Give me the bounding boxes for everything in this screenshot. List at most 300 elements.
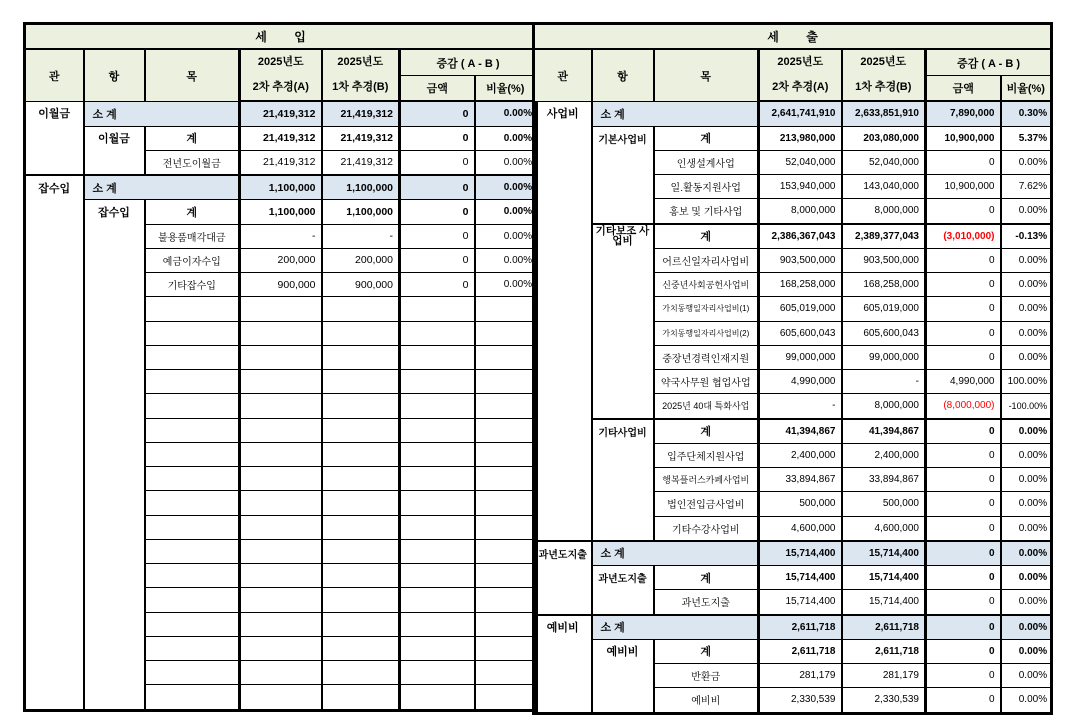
col-header-1st-budget xyxy=(322,49,400,101)
cell-mok: 예비비 xyxy=(654,688,759,713)
col-header-ratio: 비율(%) xyxy=(1001,75,1052,101)
cell-diff xyxy=(400,564,475,588)
cell-diff xyxy=(400,345,475,369)
cell-diff: 0 xyxy=(926,615,1001,640)
table-row xyxy=(25,101,537,126)
cell-a xyxy=(240,685,322,710)
cell-a xyxy=(240,515,322,539)
hang-label: 기본사업비 xyxy=(598,134,647,146)
cell-a xyxy=(240,442,322,466)
cell-b xyxy=(322,588,400,612)
cell-b: 21,419,312 xyxy=(322,101,400,126)
cell-diff: 0 xyxy=(400,248,475,272)
cell-diff: 0 xyxy=(400,224,475,248)
cell-diff: 0 xyxy=(926,566,1001,590)
table-row xyxy=(534,639,1052,663)
cell-ratio xyxy=(475,418,537,442)
cell-b: 903,500,000 xyxy=(842,248,926,272)
cell-diff: 0 xyxy=(400,273,475,297)
cell-gwan xyxy=(25,101,84,175)
cell-b: 15,714,400 xyxy=(842,590,926,615)
cell-b: 2,389,377,043 xyxy=(842,224,926,249)
cell-b: 2,611,718 xyxy=(842,615,926,640)
cell-b xyxy=(322,539,400,563)
col-header-mok: 목 xyxy=(654,49,759,101)
cell-ratio xyxy=(475,612,537,636)
hang-label: 과년도지출 xyxy=(598,574,647,586)
cell-a xyxy=(240,394,322,418)
cell-mok: 전년도이월금 xyxy=(145,150,240,175)
cell-diff xyxy=(400,515,475,539)
hang-label: 이월금 xyxy=(98,133,130,146)
col-header-hang: 항 xyxy=(84,49,145,101)
cell-mok xyxy=(145,564,240,588)
cell-b: 605,600,043 xyxy=(842,321,926,345)
cell-diff: 0 xyxy=(926,297,1001,321)
cell-ratio xyxy=(475,661,537,685)
cell-a: 4,990,000 xyxy=(759,370,842,394)
cell-b: 8,000,000 xyxy=(842,394,926,419)
cell-b: 200,000 xyxy=(322,248,400,272)
cell-mok: 기타수강사업비 xyxy=(654,516,759,541)
cell-diff: 0 xyxy=(926,150,1001,174)
cell-diff xyxy=(400,394,475,418)
col-header-revision-b: 1차 추경(B) xyxy=(855,81,912,94)
col-header-year: 2025년도 xyxy=(257,56,304,69)
gwan-label: 과년도지출 xyxy=(538,549,587,561)
cell-ratio xyxy=(475,588,537,612)
cell-a: 99,000,000 xyxy=(759,345,842,369)
cell-a xyxy=(240,612,322,636)
cell-mok: 계 xyxy=(654,126,759,150)
cell-ratio: 100.00% xyxy=(1001,370,1052,394)
cell-diff: 0 xyxy=(400,200,475,224)
cell-a: 21,419,312 xyxy=(240,126,322,150)
cell-diff xyxy=(400,467,475,491)
cell-mok xyxy=(145,661,240,685)
cell-a xyxy=(240,588,322,612)
cell-ratio: 0.00% xyxy=(1001,345,1052,369)
cell-mok: 과년도지출 xyxy=(654,590,759,615)
table-row xyxy=(534,541,1052,566)
cell-mok: 어르신일자리사업비 xyxy=(654,248,759,272)
cell-a: 900,000 xyxy=(240,273,322,297)
cell-diff: 0 xyxy=(926,590,1001,615)
cell-gwan xyxy=(534,101,592,541)
cell-diff: 0 xyxy=(400,150,475,175)
cell-ratio xyxy=(475,394,537,418)
col-header-gwan: 관 xyxy=(534,49,592,101)
cell-b: 1,100,000 xyxy=(322,200,400,224)
cell-diff xyxy=(400,612,475,636)
cell-ratio xyxy=(475,636,537,660)
cell-ratio: -0.13% xyxy=(1001,224,1052,249)
cell-diff: (8,000,000) xyxy=(926,394,1001,419)
cell-ratio xyxy=(475,515,537,539)
cell-diff: 10,900,000 xyxy=(926,175,1001,199)
table-row xyxy=(534,419,1052,444)
cell-diff: 0 xyxy=(926,199,1001,224)
cell-ratio xyxy=(475,345,537,369)
table-row xyxy=(25,200,537,224)
cell-hang xyxy=(592,566,654,615)
cell-b: 8,000,000 xyxy=(842,199,926,224)
col-header-gwan: 관 xyxy=(25,49,84,101)
table-row xyxy=(534,566,1052,590)
cell-ratio: 0.00% xyxy=(1001,541,1052,566)
cell-gwan xyxy=(534,615,592,714)
cell-mok: 가치동행일자리사업비(2) xyxy=(654,321,759,345)
cell-a xyxy=(240,345,322,369)
cell-diff: 0 xyxy=(926,248,1001,272)
revenue-table-title: 세 입 xyxy=(25,24,537,50)
col-header-2nd-budget xyxy=(240,49,322,101)
col-header-revision-a: 2차 추경(A) xyxy=(252,81,309,94)
cell-ratio: 0.00% xyxy=(1001,321,1052,345)
table-row xyxy=(534,101,1052,126)
col-header-revision-a: 2차 추경(A) xyxy=(772,81,829,94)
cell-a: 2,386,367,043 xyxy=(759,224,842,249)
hang-label: 기타보조 사업비 xyxy=(595,224,650,248)
cell-ratio: 7.62% xyxy=(1001,175,1052,199)
cell-a: 605,019,000 xyxy=(759,297,842,321)
cell-ratio xyxy=(475,370,537,394)
cell-diff xyxy=(400,636,475,660)
cell-b xyxy=(322,491,400,515)
cell-ratio: 0.00% xyxy=(475,224,537,248)
cell-ratio: 0.00% xyxy=(475,175,537,200)
cell-a: 281,179 xyxy=(759,664,842,688)
cell-mok: 법인전입금사업비 xyxy=(654,492,759,516)
cell-hang xyxy=(84,126,145,175)
cell-subtotal-label: 소 계 xyxy=(592,615,759,640)
cell-b xyxy=(322,515,400,539)
col-header-change: 증감 ( A - B ) xyxy=(926,49,1052,75)
cell-diff: 0 xyxy=(400,126,475,150)
cell-diff xyxy=(400,442,475,466)
cell-a: 2,611,718 xyxy=(759,615,842,640)
cell-mok xyxy=(145,370,240,394)
cell-ratio: 0.00% xyxy=(1001,516,1052,541)
cell-ratio xyxy=(475,564,537,588)
cell-a xyxy=(240,418,322,442)
cell-mok: 불용품매각대금 xyxy=(145,224,240,248)
cell-diff: 0 xyxy=(400,101,475,126)
cell-a xyxy=(240,539,322,563)
cell-a: 52,040,000 xyxy=(759,150,842,174)
table-row xyxy=(534,615,1052,640)
expenditure-table xyxy=(532,22,1053,715)
cell-diff: 0 xyxy=(926,541,1001,566)
cell-mok xyxy=(145,636,240,660)
cell-b: 99,000,000 xyxy=(842,345,926,369)
cell-diff: 0 xyxy=(926,321,1001,345)
col-header-amount: 금액 xyxy=(400,75,475,101)
cell-diff: (3,010,000) xyxy=(926,224,1001,249)
header-row-1 xyxy=(534,49,1052,75)
cell-a xyxy=(240,370,322,394)
cell-a: 500,000 xyxy=(759,492,842,516)
cell-mok: 반환금 xyxy=(654,664,759,688)
cell-mok: 일.활동지원사업 xyxy=(654,175,759,199)
cell-a xyxy=(240,297,322,321)
cell-diff xyxy=(400,370,475,394)
cell-b xyxy=(322,636,400,660)
cell-ratio xyxy=(475,539,537,563)
cell-b: 2,611,718 xyxy=(842,639,926,663)
cell-ratio: 0.00% xyxy=(1001,688,1052,713)
cell-a: 4,600,000 xyxy=(759,516,842,541)
cell-mok xyxy=(145,418,240,442)
cell-diff xyxy=(400,588,475,612)
cell-b: 143,040,000 xyxy=(842,175,926,199)
table-row xyxy=(25,175,537,200)
cell-mok: 2025년 40대 특화사업 xyxy=(654,394,759,419)
cell-ratio: 0.00% xyxy=(1001,639,1052,663)
cell-mok: 계 xyxy=(654,419,759,444)
cell-a: 1,100,000 xyxy=(240,200,322,224)
cell-ratio: 0.00% xyxy=(475,200,537,224)
col-header-change: 증감 ( A - B ) xyxy=(400,49,537,75)
cell-hang xyxy=(592,639,654,713)
cell-gwan xyxy=(534,541,592,615)
header-row-1 xyxy=(25,49,537,75)
cell-diff xyxy=(400,321,475,345)
cell-a: 15,714,400 xyxy=(759,541,842,566)
cell-ratio: 0.00% xyxy=(1001,492,1052,516)
cell-a: 41,394,867 xyxy=(759,419,842,444)
cell-b: 281,179 xyxy=(842,664,926,688)
cell-a: - xyxy=(759,394,842,419)
cell-ratio: 0.00% xyxy=(1001,443,1052,467)
cell-mok: 인생설계사업 xyxy=(654,150,759,174)
cell-ratio: 0.00% xyxy=(475,150,537,175)
cell-ratio: 5.37% xyxy=(1001,126,1052,150)
cell-b: 15,714,400 xyxy=(842,566,926,590)
cell-mok xyxy=(145,442,240,466)
cell-mok: 입주단체지원사업 xyxy=(654,443,759,467)
cell-b: 33,894,867 xyxy=(842,468,926,492)
hang-label: 잡수입 xyxy=(98,206,130,219)
cell-diff: 0 xyxy=(926,273,1001,297)
cell-mok: 신중년사회공헌사업비 xyxy=(654,273,759,297)
cell-a: 153,940,000 xyxy=(759,175,842,199)
cell-ratio xyxy=(475,321,537,345)
cell-ratio xyxy=(475,467,537,491)
cell-mok xyxy=(145,685,240,710)
col-header-ratio: 비율(%) xyxy=(475,75,537,101)
cell-b xyxy=(322,612,400,636)
cell-b: 52,040,000 xyxy=(842,150,926,174)
cell-ratio: 0.00% xyxy=(1001,297,1052,321)
cell-diff: 0 xyxy=(926,664,1001,688)
cell-a: 903,500,000 xyxy=(759,248,842,272)
col-header-hang: 항 xyxy=(592,49,654,101)
cell-mok: 계 xyxy=(145,200,240,224)
cell-b: - xyxy=(322,224,400,248)
cell-diff: 0 xyxy=(926,345,1001,369)
cell-subtotal-label: 소 계 xyxy=(592,541,759,566)
cell-b xyxy=(322,442,400,466)
cell-a: 33,894,867 xyxy=(759,468,842,492)
expenditure-table-title: 세 출 xyxy=(534,24,1052,50)
cell-mok: 약국사무원 협업사업 xyxy=(654,370,759,394)
cell-ratio xyxy=(475,491,537,515)
cell-a: 21,419,312 xyxy=(240,101,322,126)
cell-a: 2,400,000 xyxy=(759,443,842,467)
cell-hang xyxy=(592,126,654,224)
col-header-1st-budget xyxy=(842,49,926,101)
cell-mok: 계 xyxy=(654,224,759,249)
cell-mok xyxy=(145,394,240,418)
cell-b xyxy=(322,661,400,685)
cell-mok: 가치동행일자리사업비(1) xyxy=(654,297,759,321)
cell-a: 21,419,312 xyxy=(240,150,322,175)
cell-b: 900,000 xyxy=(322,273,400,297)
cell-a: 15,714,400 xyxy=(759,566,842,590)
cell-b: 168,258,000 xyxy=(842,273,926,297)
cell-ratio: 0.00% xyxy=(1001,273,1052,297)
cell-diff: 0 xyxy=(926,419,1001,444)
cell-mok xyxy=(145,515,240,539)
cell-mok: 계 xyxy=(654,566,759,590)
cell-ratio: 0.00% xyxy=(1001,615,1052,640)
cell-hang xyxy=(592,419,654,541)
cell-b: 21,419,312 xyxy=(322,150,400,175)
gwan-label: 사업비 xyxy=(546,108,579,121)
cell-b xyxy=(322,370,400,394)
cell-a xyxy=(240,467,322,491)
cell-a: 2,330,539 xyxy=(759,688,842,713)
cell-ratio xyxy=(475,297,537,321)
cell-diff: 10,900,000 xyxy=(926,126,1001,150)
gwan-label: 이월금 xyxy=(38,108,71,121)
cell-ratio: 0.30% xyxy=(1001,101,1052,126)
cell-a: 168,258,000 xyxy=(759,273,842,297)
cell-b: 2,400,000 xyxy=(842,443,926,467)
cell-diff xyxy=(400,685,475,710)
cell-a: 213,980,000 xyxy=(759,126,842,150)
cell-a: 200,000 xyxy=(240,248,322,272)
cell-mok xyxy=(145,297,240,321)
cell-gwan xyxy=(25,175,84,710)
cell-subtotal-label: 소 계 xyxy=(84,175,240,200)
cell-diff: 0 xyxy=(926,688,1001,713)
cell-diff xyxy=(400,418,475,442)
cell-a xyxy=(240,636,322,660)
cell-b: 2,330,539 xyxy=(842,688,926,713)
cell-b: 21,419,312 xyxy=(322,126,400,150)
cell-b xyxy=(322,297,400,321)
hang-label: 예비비 xyxy=(606,646,639,659)
cell-mok: 예금이자수입 xyxy=(145,248,240,272)
cell-ratio xyxy=(475,685,537,710)
cell-mok xyxy=(145,491,240,515)
cell-a xyxy=(240,321,322,345)
cell-ratio: 0.00% xyxy=(1001,590,1052,615)
cell-diff: 7,890,000 xyxy=(926,101,1001,126)
cell-a: 15,714,400 xyxy=(759,590,842,615)
cell-mok: 기타잡수입 xyxy=(145,273,240,297)
cell-diff xyxy=(400,539,475,563)
gwan-label: 잡수입 xyxy=(38,182,71,195)
cell-mok: 중장년경력인재지원 xyxy=(654,345,759,369)
cell-a xyxy=(240,564,322,588)
cell-mok xyxy=(145,321,240,345)
col-header-revision-b: 1차 추경(B) xyxy=(332,81,389,94)
cell-b: 203,080,000 xyxy=(842,126,926,150)
cell-ratio xyxy=(475,442,537,466)
cell-hang xyxy=(592,224,654,419)
cell-b xyxy=(322,685,400,710)
cell-mok xyxy=(145,588,240,612)
cell-diff: 0 xyxy=(926,468,1001,492)
cell-ratio: 0.00% xyxy=(475,273,537,297)
table-title-row xyxy=(25,24,537,50)
cell-ratio: 0.00% xyxy=(1001,566,1052,590)
cell-b: 4,600,000 xyxy=(842,516,926,541)
table-row xyxy=(25,126,537,150)
table-row xyxy=(534,224,1052,249)
cell-hang xyxy=(84,200,145,710)
col-header-year: 2025년도 xyxy=(337,56,384,69)
cell-diff xyxy=(400,491,475,515)
cell-diff: 0 xyxy=(926,492,1001,516)
cell-mok xyxy=(145,467,240,491)
cell-diff xyxy=(400,661,475,685)
cell-subtotal-label: 소 계 xyxy=(592,101,759,126)
cell-a xyxy=(240,491,322,515)
table-title-row xyxy=(534,24,1052,50)
cell-ratio: 0.00% xyxy=(475,101,537,126)
hang-label: 기타사업비 xyxy=(598,427,647,439)
cell-mok xyxy=(145,612,240,636)
cell-diff: 0 xyxy=(926,516,1001,541)
cell-mok: 계 xyxy=(654,639,759,663)
cell-b xyxy=(322,394,400,418)
cell-ratio: 0.00% xyxy=(1001,150,1052,174)
cell-b xyxy=(322,345,400,369)
cell-b: 41,394,867 xyxy=(842,419,926,444)
cell-ratio: 0.00% xyxy=(1001,419,1052,444)
cell-subtotal-label: 소 계 xyxy=(84,101,240,126)
cell-mok xyxy=(145,345,240,369)
cell-a: 605,600,043 xyxy=(759,321,842,345)
cell-ratio: 0.00% xyxy=(1001,248,1052,272)
cell-b xyxy=(322,418,400,442)
cell-a: 2,641,741,910 xyxy=(759,101,842,126)
cell-a xyxy=(240,661,322,685)
col-header-mok: 목 xyxy=(145,49,240,101)
cell-diff: 0 xyxy=(400,175,475,200)
col-header-amount: 금액 xyxy=(926,75,1001,101)
cell-ratio: 0.00% xyxy=(475,126,537,150)
cell-diff xyxy=(400,297,475,321)
col-header-year: 2025년도 xyxy=(860,56,907,69)
cell-b xyxy=(322,321,400,345)
cell-diff: 0 xyxy=(926,443,1001,467)
cell-ratio: 0.00% xyxy=(475,248,537,272)
cell-b: - xyxy=(842,370,926,394)
cell-b xyxy=(322,467,400,491)
cell-ratio: -100.00% xyxy=(1001,394,1052,419)
cell-b: 1,100,000 xyxy=(322,175,400,200)
cell-mok: 행복플러스카페사업비 xyxy=(654,468,759,492)
table-row xyxy=(534,126,1052,150)
cell-b xyxy=(322,564,400,588)
cell-mok: 홍보 및 기타사업 xyxy=(654,199,759,224)
cell-a: 8,000,000 xyxy=(759,199,842,224)
